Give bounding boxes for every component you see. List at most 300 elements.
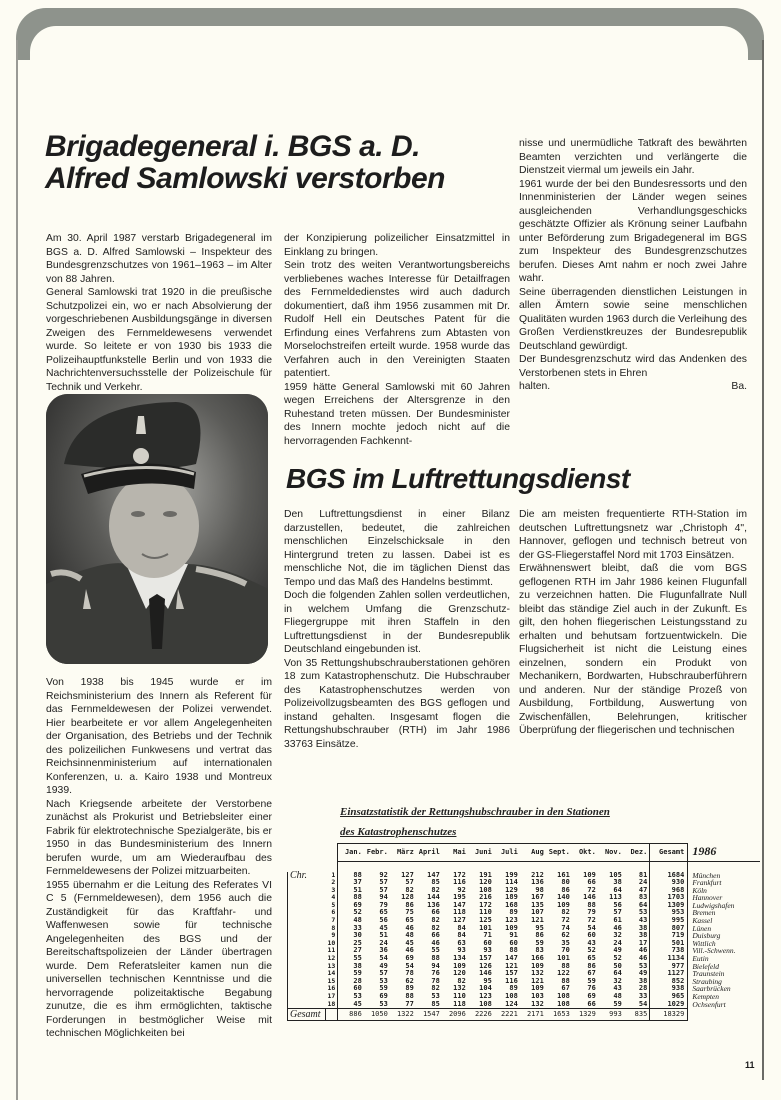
month-total: 993 [598, 1009, 624, 1021]
totals-label: Gesamt [288, 1009, 326, 1021]
monthly-value: 46 [405, 946, 414, 955]
month-header: Nov. [598, 844, 624, 862]
station-total: 1309 [650, 902, 688, 910]
monthly-value: 82 [431, 916, 440, 925]
monthly-value: 38 [613, 878, 622, 887]
monthly-value: 132 [453, 984, 466, 993]
monthly-value: 65 [379, 908, 388, 917]
monthly-value: 74 [561, 923, 570, 932]
totals-row [288, 1009, 760, 1021]
monthly-value: 57 [379, 969, 388, 978]
spacer [650, 862, 688, 872]
monthly-value: 25 [353, 938, 362, 947]
monthly-value: 132 [531, 969, 544, 978]
monthly-value: 46 [638, 946, 648, 955]
monthly-value: 132 [531, 999, 544, 1008]
station-total: 995 [650, 917, 688, 925]
monthly-value: 88 [353, 893, 362, 902]
monthly-value: 57 [379, 885, 388, 894]
monthly-value: 157 [505, 969, 518, 978]
monthly-value: 66 [431, 908, 440, 917]
monthly-value: 46 [431, 938, 440, 947]
monthly-value: 92 [457, 885, 466, 894]
monthly-value: 45 [405, 938, 414, 947]
monthly-value: 59 [587, 976, 596, 985]
station-number: 18 [326, 1001, 338, 1009]
station-total: 1703 [650, 894, 688, 902]
monthly-value: 60 [509, 938, 518, 947]
monthly-value: 38 [638, 923, 648, 932]
station-number: 2 [326, 879, 338, 887]
row-label-spacer [288, 932, 326, 940]
monthly-value: 118 [453, 999, 466, 1008]
monthly-value: 60 [353, 984, 362, 993]
month-header: Mai [442, 844, 468, 862]
monthly-value: 157 [479, 954, 492, 963]
paragraph: Nach Kriegsende arbeitete der Verstorbene zunächst als Prokurist und Betriebsleiter einer Fabrik für elektrotechnische Spezialgeräte, bis er 1950 in das Bundesministerium des Innern berufen wurde, um am Wiederaufbau des Fernmeldewesens der Polizei mitzuarbeiten. [46, 798, 272, 877]
monthly-value: 69 [353, 900, 362, 909]
month-total: 1653 [546, 1009, 572, 1021]
monthly-value: 69 [379, 992, 388, 1000]
monthly-value: 85 [431, 999, 440, 1008]
station-city: Traunstein [692, 969, 725, 979]
month-header: Dez. [624, 844, 650, 862]
monthly-value: 101 [479, 923, 492, 932]
station-city: Ludwigshafen [692, 900, 735, 910]
closing-word: halten. [519, 381, 551, 392]
station-total: 930 [650, 879, 688, 887]
monthly-value: 51 [353, 885, 362, 894]
paragraph: Von 1938 bis 1945 wurde er im Reichsministerium des Innern als Referent für das Fernmeldewesen der Polizei verwendet. Hier bearbeitete er vor allem Angelegenheiten der Organisation, des Betriebs und der Technik des polizeilichen Funkwesens und vertrat das Reichsinnenministerium auf internationalen Konferenzen, u. a. Kairo 1938 und Montreux 1939. [46, 677, 272, 796]
station-city: München [692, 870, 721, 880]
station-total: 719 [650, 932, 688, 940]
station-number: 12 [326, 955, 338, 963]
station-number: 13 [326, 963, 338, 971]
monthly-value: 81 [638, 870, 648, 879]
monthly-value: 216 [479, 893, 492, 902]
monthly-value: 75 [405, 908, 414, 917]
station-city: Vill.-Schwenn. [692, 946, 736, 956]
station-city: Frankfurt [692, 878, 722, 888]
monthly-value: 161 [557, 870, 570, 879]
monthly-value: 123 [505, 916, 518, 925]
monthly-value: 59 [535, 938, 544, 947]
paragraph: 1959 hätte General Samlowski mit 60 Jahren wegen Erreichens der Altersgrenze in den Ruhestand treten müssen. Der Bundesminister des Innern mochte jedoch nicht auf die hervorragenden Fachkennt- [284, 381, 510, 447]
monthly-value: 101 [557, 954, 570, 963]
monthly-value: 109 [531, 984, 544, 993]
stats-title-line2: des Katastrophenschutzes [340, 826, 457, 838]
article1-column2 [284, 232, 510, 448]
article2-column2 [519, 508, 747, 738]
monthly-value: 60 [587, 931, 596, 940]
monthly-value: 48 [353, 916, 362, 925]
monthly-value: 118 [453, 908, 466, 917]
monthly-value: 109 [557, 900, 570, 909]
month-total: 886 [338, 1009, 364, 1021]
monthly-value: 66 [431, 931, 440, 940]
monthly-value: 53 [431, 992, 440, 1000]
spacer [598, 862, 624, 872]
monthly-value: 89 [509, 984, 518, 993]
monthly-value: 79 [379, 900, 388, 909]
monthly-value: 28 [638, 984, 648, 993]
monthly-value: 49 [638, 969, 648, 978]
monthly-value: 62 [561, 931, 570, 940]
monthly-value: 71 [483, 931, 492, 940]
monthly-value: 48 [405, 931, 414, 940]
monthly-value: 38 [638, 931, 648, 940]
row-label-spacer [288, 925, 326, 933]
monthly-value: 77 [405, 999, 414, 1008]
totals-index-spacer [326, 1009, 338, 1021]
row-label-spacer [288, 985, 326, 993]
monthly-value: 120 [453, 969, 466, 978]
monthly-value: 53 [353, 992, 362, 1000]
monthly-value: 54 [405, 961, 414, 970]
paragraph: Am 30. April 1987 verstarb Brigadegeneral im BGS a. D. Alfred Samlowski – Inspekteur des Bundesgrenzschutzes von 1961–1963 – im Alter von 88 Jahren. [46, 233, 272, 285]
monthly-value: 94 [379, 893, 388, 902]
spacer [442, 862, 468, 872]
monthly-value: 127 [401, 870, 414, 879]
spacer [326, 862, 338, 872]
station-number: 15 [326, 978, 338, 986]
monthly-value: 122 [557, 969, 570, 978]
paragraph: Seine überragenden dienstlichen Leistungen in allen Ämtern sowie seine menschlichen Qualitäten wurden 1963 durch die Verleihung des Großen Verdienstkreuzes der Bundesrepublik Deutschland gewürdigt. [519, 286, 747, 352]
monthly-value: 86 [587, 961, 596, 970]
month-header: Sept. [546, 844, 572, 862]
monthly-value: 116 [453, 878, 466, 887]
monthly-value: 66 [587, 878, 596, 887]
row-label-spacer [288, 963, 326, 971]
monthly-value: 108 [557, 999, 570, 1008]
author-signature: Ba. [731, 381, 747, 392]
monthly-value: 54 [638, 999, 648, 1008]
monthly-value: 82 [457, 976, 466, 985]
monthly-value: 53 [638, 961, 648, 970]
monthly-value: 59 [379, 984, 388, 993]
page-frame-inner [30, 26, 748, 66]
station-city: Bremen [692, 908, 716, 918]
monthly-value: 121 [505, 961, 518, 970]
monthly-value: 89 [405, 984, 414, 993]
monthly-value: 82 [431, 923, 440, 932]
month-header: Aug [520, 844, 546, 862]
monthly-value: 146 [479, 969, 492, 978]
monthly-value: 84 [457, 931, 466, 940]
monthly-value: 168 [505, 900, 518, 909]
month-header: März [390, 844, 416, 862]
monthly-value: 76 [587, 984, 596, 993]
monthly-value: 52 [353, 908, 362, 917]
monthly-value: 57 [379, 878, 388, 887]
monthly-value: 82 [431, 984, 440, 993]
row-label-spacer [288, 955, 326, 963]
monthly-value: 191 [479, 870, 492, 879]
monthly-value: 43 [587, 938, 596, 947]
station-total: 738 [650, 947, 688, 955]
month-total: 2221 [494, 1009, 520, 1021]
station-city: Kempten [692, 992, 719, 1001]
row-label-spacer [288, 947, 326, 955]
monthly-value: 91 [509, 931, 518, 940]
monthly-value: 47 [638, 885, 648, 894]
monthly-value: 82 [561, 908, 570, 917]
article1-column3 [519, 137, 747, 394]
monthly-value: 147 [453, 900, 466, 909]
monthly-value: 86 [561, 885, 570, 894]
monthly-value: 108 [557, 992, 570, 1000]
station-number: 1 [326, 872, 338, 880]
monthly-value: 46 [405, 923, 414, 932]
monthly-value: 55 [353, 954, 362, 963]
monthly-value: 38 [353, 961, 362, 970]
monthly-value: 88 [353, 870, 362, 879]
article1-headline-line2: Alfred Samlowski verstorben [45, 161, 445, 195]
monthly-value: 53 [379, 999, 388, 1008]
monthly-value: 136 [531, 878, 544, 887]
monthly-value: 104 [479, 984, 492, 993]
stats-header-row [288, 844, 760, 862]
station-number: 5 [326, 902, 338, 910]
monthly-value: 93 [457, 946, 466, 955]
paragraph: Von 35 Rettungshubschrauberstationen gehören 18 zum Katastrophenschutz. Die Hubschrauber des Katastrophenschutzes werden von Polizeivollzugsbeamten des BGS geflogen und instand gehalten. Insgesamt flogen die Rettungshubschrauber (RTH) im Jahr 1986 33763 Einsätze. [284, 657, 510, 750]
row-label-spacer [288, 894, 326, 902]
monthly-value: 64 [613, 969, 622, 978]
monthly-value: 46 [613, 923, 622, 932]
monthly-value: 69 [405, 954, 414, 963]
month-header: Juni [468, 844, 494, 862]
paragraph: Erwähnenswert bleibt, daß die vom BGS geflogenen RTH im Jahr 1986 keinen Flugunfall zu verzeichnen hatten. Die Flugunfallrate Null bleibt das ständige Ziel auch in der Zukunft. Es gilt, den hohen fliegerischen Leistungsstand zu erhalten und behutsam fortzuentwickeln. Die Flugsicherheit ist nicht die Leistung eines einzelnen, sondern ein Produkt von Mechanikern, Bordwarten, Hubschrauberführern und anderen. Nur der ständige Prozeß von Ausbildung, Fortbildung, Auswertung von Zwischenfällen, Belehrungen, kritischer Überprüfung der fliegerischen und technischen [519, 563, 747, 736]
monthly-value: 95 [483, 976, 492, 985]
spacer [364, 862, 390, 872]
station-city: Lünen [692, 923, 712, 933]
monthly-value: 84 [457, 923, 466, 932]
article2-column1 [284, 508, 510, 751]
header-spacer [288, 844, 326, 862]
station-city: Kassel [692, 916, 713, 926]
paragraph: Doch die folgenden Zahlen sollen verdeutlichen, in welchem Umfang die Grenzschutz-Fliegergruppe mit ihren Staffeln in den Luftrettungsdienst in der Bundesrepublik Deutschland eingebunden ist. [284, 590, 510, 655]
monthly-value: 61 [613, 916, 622, 925]
station-number: 4 [326, 894, 338, 902]
portrait-illustration [46, 394, 268, 664]
month-header: Febr. [364, 844, 390, 862]
monthly-value: 109 [453, 961, 466, 970]
article1-headline-line1: Brigadegeneral i. BGS a. D. [45, 130, 420, 163]
station-number: 6 [326, 909, 338, 917]
frame-right-rule [762, 40, 764, 1080]
monthly-value: 72 [587, 916, 596, 925]
monthly-value: 80 [561, 878, 570, 887]
monthly-value: 88 [405, 992, 414, 1000]
monthly-value: 60 [483, 938, 492, 947]
monthly-value: 86 [405, 900, 414, 909]
spacer [688, 862, 760, 872]
monthly-value: 57 [405, 878, 414, 887]
article1-column1-continued [46, 676, 272, 1041]
month-total: 2096 [442, 1009, 468, 1021]
station-number: 10 [326, 940, 338, 948]
monthly-value: 135 [531, 900, 544, 909]
monthly-value: 212 [531, 870, 544, 879]
monthly-value: 72 [561, 916, 570, 925]
spacer [520, 862, 546, 872]
monthly-value: 24 [379, 938, 388, 947]
monthly-value: 129 [505, 885, 518, 894]
monthly-value: 59 [353, 969, 362, 978]
monthly-value: 36 [379, 946, 388, 955]
monthly-value: 27 [353, 946, 362, 955]
monthly-value: 59 [613, 999, 622, 1008]
monthly-value: 57 [613, 908, 622, 917]
monthly-value: 32 [613, 976, 622, 985]
monthly-value: 88 [561, 961, 570, 970]
station-city: Saarbrücken [692, 984, 731, 994]
monthly-value: 146 [583, 893, 596, 902]
monthly-value: 53 [638, 908, 648, 917]
article1-column1 [46, 232, 272, 394]
monthly-value: 125 [479, 916, 492, 925]
monthly-value: 72 [587, 885, 596, 894]
month-header: Jan. [338, 844, 364, 862]
monthly-value: 136 [427, 900, 440, 909]
mission-statistics-table [287, 843, 761, 1021]
monthly-value: 108 [479, 999, 492, 1008]
monthly-value: 49 [379, 961, 388, 970]
monthly-value: 33 [638, 992, 648, 1000]
station-total: 1029 [650, 1001, 688, 1009]
monthly-value: 54 [587, 923, 596, 932]
station-total: 977 [650, 963, 688, 971]
year-label: 1986 [688, 844, 760, 862]
monthly-value: 108 [505, 992, 518, 1000]
station-city: Eutin [692, 954, 709, 964]
monthly-value: 144 [427, 893, 440, 902]
spacer [416, 862, 442, 872]
monthly-value: 45 [379, 923, 388, 932]
monthly-value: 92 [379, 870, 388, 879]
monthly-value: 128 [401, 893, 414, 902]
station-total: 953 [650, 909, 688, 917]
station-total: 1684 [650, 872, 688, 880]
monthly-value: 52 [587, 946, 596, 955]
monthly-value: 35 [561, 938, 570, 947]
paragraph: Der Bundesgrenzschutz wird das Andenken des Verstorbenen stets in Ehren [519, 354, 747, 379]
station-city: Hannover [692, 893, 723, 903]
article1-headline [45, 131, 505, 194]
spacer [546, 862, 572, 872]
monthly-value: 82 [431, 885, 440, 894]
paragraph: General Samlowski trat 1920 in die preußische Schutzpolizei ein, wo er nach Absolvierung der vorgeschriebenen Ausbildungsgänge in diversen Zweigen des Fernmeldewesens verwendet wurde. So leitete er von 1930 bis 1933 die Polizeihauptfunkstelle Berlin und von 1933 die Nachrichtenversuchsstelle der Polizeischule für Technik und Verkehr. [46, 287, 272, 393]
monthly-value: 83 [638, 893, 648, 902]
monthly-value: 88 [587, 900, 596, 909]
month-total: 2226 [468, 1009, 494, 1021]
spacer [468, 862, 494, 872]
station-total: 1127 [650, 970, 688, 978]
article2-headline: BGS im Luftrettungsdienst [286, 463, 630, 494]
station-city: Wittlich [692, 938, 716, 948]
monthly-value: 78 [431, 976, 440, 985]
monthly-value: 120 [479, 878, 492, 887]
monthly-value: 172 [479, 900, 492, 909]
spacer [390, 862, 416, 872]
monthly-value: 46 [638, 954, 648, 963]
monthly-value: 109 [583, 870, 596, 879]
table-row [288, 1001, 760, 1009]
month-header: April [416, 844, 442, 862]
station-city: Straubing [692, 976, 722, 986]
monthly-value: 30 [353, 931, 362, 940]
monthly-value: 110 [479, 908, 492, 917]
monthly-value: 88 [431, 954, 440, 963]
monthly-value: 76 [431, 969, 440, 978]
monthly-value: 45 [353, 999, 362, 1008]
monthly-value: 78 [405, 969, 414, 978]
monthly-value: 109 [505, 923, 518, 932]
monthly-value: 147 [427, 870, 440, 879]
monthly-value: 121 [531, 976, 544, 985]
station-total: 852 [650, 978, 688, 986]
monthly-value: 166 [531, 954, 544, 963]
monthly-value: 123 [479, 992, 492, 1000]
station-total: 807 [650, 925, 688, 933]
monthly-value: 67 [587, 969, 596, 978]
row-label-spacer [288, 940, 326, 948]
station-city: Köln [692, 885, 707, 895]
monthly-value: 86 [535, 931, 544, 940]
monthly-value: 32 [613, 931, 622, 940]
station-number: 9 [326, 932, 338, 940]
station-city: Duisburg [692, 931, 721, 941]
station-total: 501 [650, 940, 688, 948]
station-number: 16 [326, 985, 338, 993]
row-label-spacer [288, 887, 326, 895]
row-label-spacer [288, 902, 326, 910]
monthly-value: 103 [531, 992, 544, 1000]
monthly-value: 94 [431, 961, 440, 970]
paragraph: der Konzipierung polizeilicher Einsatzmittel in Einklang zu bringen. [284, 233, 510, 258]
month-header: Okt. [572, 844, 598, 862]
station-total: 965 [650, 993, 688, 1001]
monthly-value: 189 [505, 893, 518, 902]
monthly-value: 55 [431, 946, 440, 955]
monthly-value: 69 [587, 992, 596, 1000]
month-total: 835 [624, 1009, 650, 1021]
monthly-value: 113 [609, 893, 622, 902]
frame-left-rule [16, 40, 18, 1100]
month-total: 1050 [364, 1009, 390, 1021]
month-total: 1322 [390, 1009, 416, 1021]
monthly-value: 50 [613, 961, 622, 970]
monthly-value: 28 [353, 976, 362, 985]
monthly-value: 56 [379, 916, 388, 925]
grand-total: 18329 [650, 1009, 688, 1021]
monthly-value: 62 [405, 976, 414, 985]
paragraph: Die am meisten frequentierte RTH-Station im deutschen Luftrettungsnetz war „Christoph 4", Hannover, geflogen und technisch betreut von der GS-Fliegerstaffel Nord mit 1703 Einsätzen. [519, 509, 747, 561]
monthly-value: 108 [479, 885, 492, 894]
monthly-value: 38 [638, 976, 648, 985]
monthly-value: 65 [587, 954, 596, 963]
monthly-value: 64 [613, 885, 622, 894]
station-city: Bielefeld [692, 961, 719, 971]
monthly-value: 43 [638, 916, 648, 925]
monthly-value: 121 [531, 916, 544, 925]
monthly-value: 37 [353, 878, 362, 887]
monthly-value: 116 [505, 976, 518, 985]
monthly-value: 147 [505, 954, 518, 963]
monthly-value: 83 [535, 946, 544, 955]
monthly-value: 64 [638, 900, 648, 909]
monthly-value: 17 [638, 938, 648, 947]
